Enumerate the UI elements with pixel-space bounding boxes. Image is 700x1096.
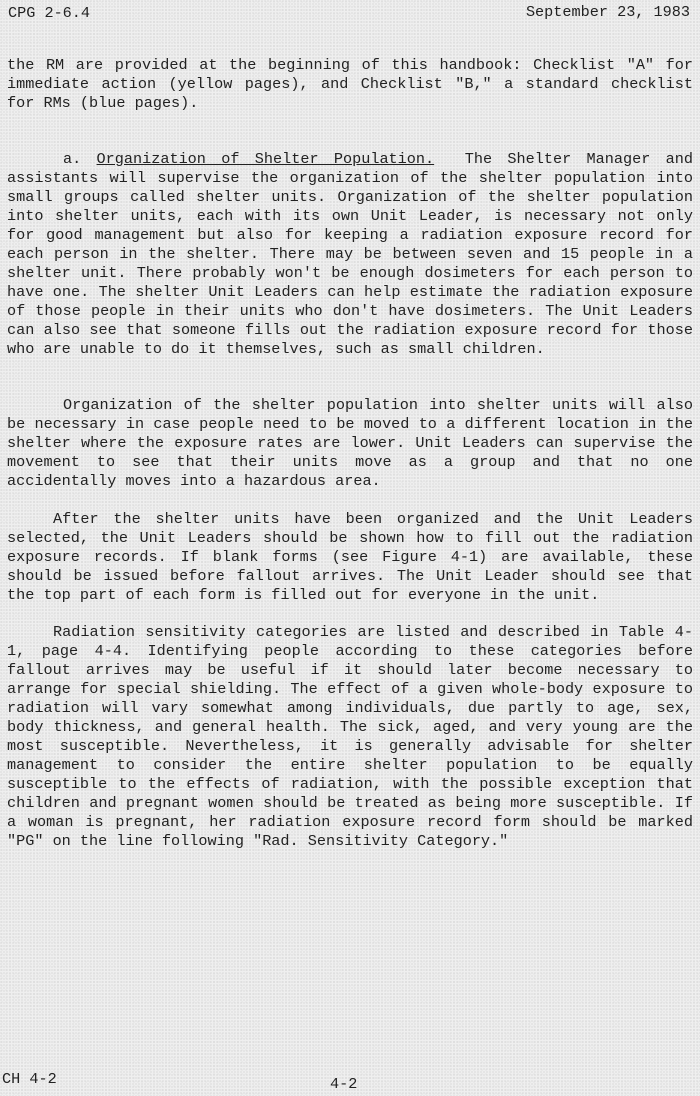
paragraph-movement [7,396,693,491]
paragraph-unit-leaders-text: After the shelter units have been organized and the Unit Leaders selected, the Unit Leaders should be shown how to fill out the radiation exposure records. If blank forms (see Figure 4-1) are available, these should be issued before fallout arrives. The Unit Leader should see that the top part of each form is filled out for everyone in the unit. [7,510,693,604]
paragraph-sensitivity [7,623,693,851]
section-a-heading: Organization of Shelter Population. [96,150,435,168]
paragraph-unit-leaders [7,510,693,605]
paragraph-movement-text: Organization of the shelter population into shelter units will also be necessary in case people need to be moved to a different location in the shelter where the exposure rates are lower. Unit Leaders can supervise the movement to see that their units move as a group and that no one accidentally moves into a hazardous area. [7,396,693,490]
section-a-paragraph [7,150,693,359]
header-document-id: CPG 2-6.4 [8,4,91,22]
intro-paragraph: the RM are provided at the beginning of this handbook: Checklist "A" for immediate action (yellow pages), and Checklist "B," a standard checklist for RMs (blue pages). [7,56,693,112]
section-a-body: The Shelter Manager and assistants will supervise the organization of the shelter population into small groups called shelter units. Organization of the shelter population into shelter units, each with its own Unit Leader, is necessary not only for good management but also for keeping a radiation exposure record for each person in the shelter. There may be between seven and 15 people in a shelter unit. There probably won't be enough dosimeters for each person to have one. The shelter Unit Leaders can help estimate the radiation exposure of those people in their units who don't have dosimeters. The Unit Leaders can also see that someone fills out the radiation exposure record for those who are unable to do it themselves, such as small children. [7,150,693,358]
footer-change-number: CH 4-2 [2,1070,57,1088]
footer-page-number: 4-2 [330,1075,358,1093]
header-date: September 23, 1983 [525,3,690,21]
paragraph-sensitivity-text: Radiation sensitivity categories are listed and described in Table 4-1, page 4-4. Identifying people according to these categories before fallout arrives may be useful if it should later become necessary to arrange for special shielding. The effect of a given whole-body exposure to radiation will vary somewhat among individuals, due partly to age, sex, body thickness, and general health. The sick, aged, and very young are the most susceptible. Nevertheless, it is generally advisable for shelter management to consider the entire shelter population to be equally susceptible to the effects of radiation, with the possible exception that children and pregnant women should be treated as being more susceptible. If a woman is pregnant, her radiation exposure record form should be marked "PG" on the line following "Rad. Sensitivity Category." [7,623,693,850]
section-a-label: a. [63,150,82,168]
